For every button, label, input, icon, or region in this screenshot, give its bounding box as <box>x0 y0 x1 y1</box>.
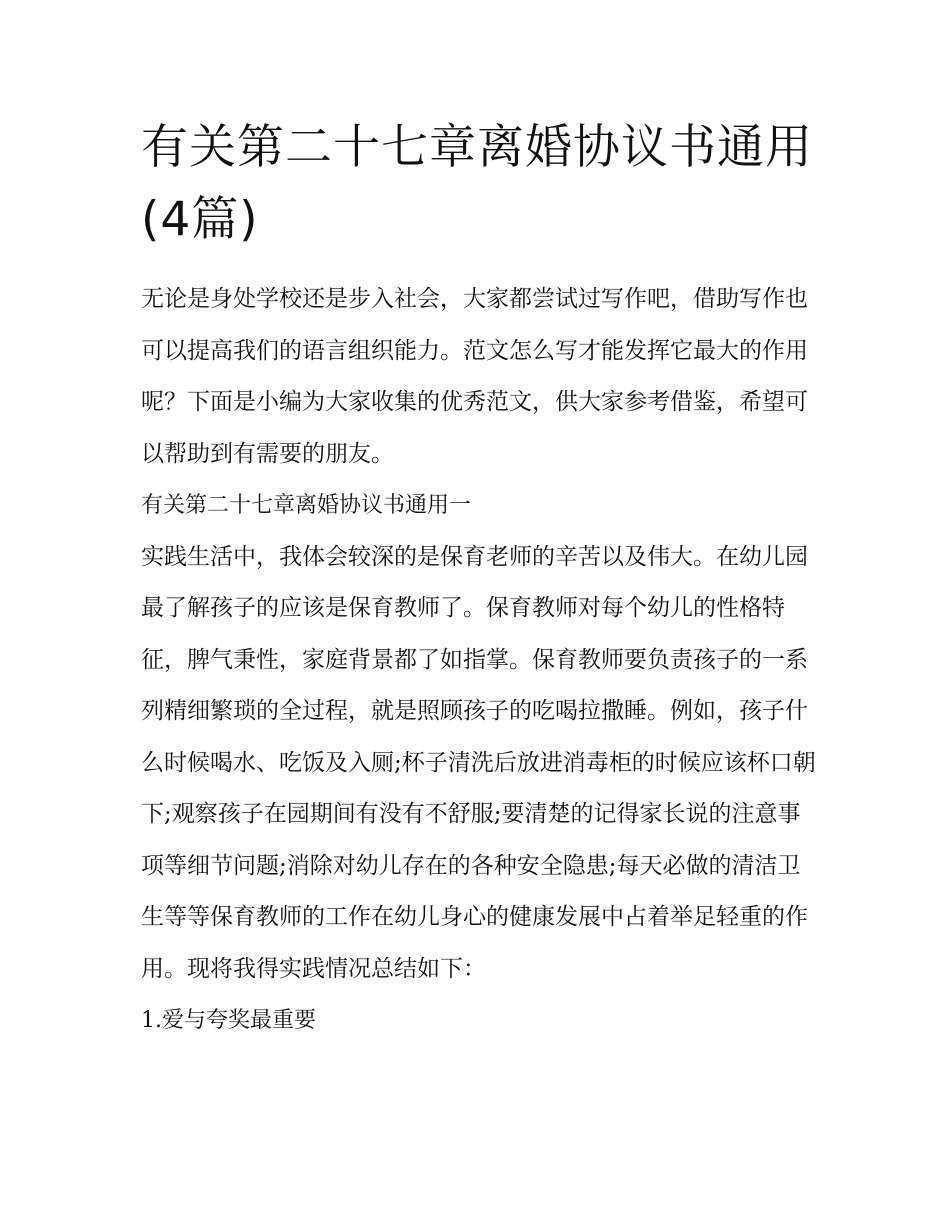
intro-paragraph: 无论是身处学校还是步入社会，大家都尝试过写作吧，借助写作也可以提高我们的语言组织能力。范文怎么写才能发挥它最大的作用呢？下面是小编为大家收集的优秀范文，供大家参考借鉴，希望可以帮助到有需要的朋友。 <box>141 286 808 467</box>
list-item-heading: 1.爱与夸奖最重要 <box>141 1008 316 1033</box>
document-page <box>141 112 816 1047</box>
body-paragraph: 实践生活中，我体会较深的是保育老师的辛苦以及伟大。在幼儿园最了解孩子的应该是保育教师了。保育教师对每个幼儿的性格特征，脾气秉性，家庭背景都了如指掌。保育教师要负责孩子的一系列精细繁琐的全过程，就是照顾孩子的吃喝拉撒睡。例如，孩子什么时候喝水、吃饭及入厕;杯子清洗后放进消毒柜的时候应该杯口朝下;观察孩子在园期间有没有不舒服;要清楚的记得家长说的注意事项等细节问题;消除对幼儿存在的各种安全隐患;每天必做的清洁卫生等等保育教师的工作在幼儿身心的健康发展中占着举足轻重的作用。现将我得实践情况总结如下： <box>141 543 816 982</box>
document-title: 有关第二十七章离婚协议书通用(4篇) <box>141 120 813 247</box>
section-heading: 有关第二十七章离婚协议书通用一 <box>141 493 472 518</box>
